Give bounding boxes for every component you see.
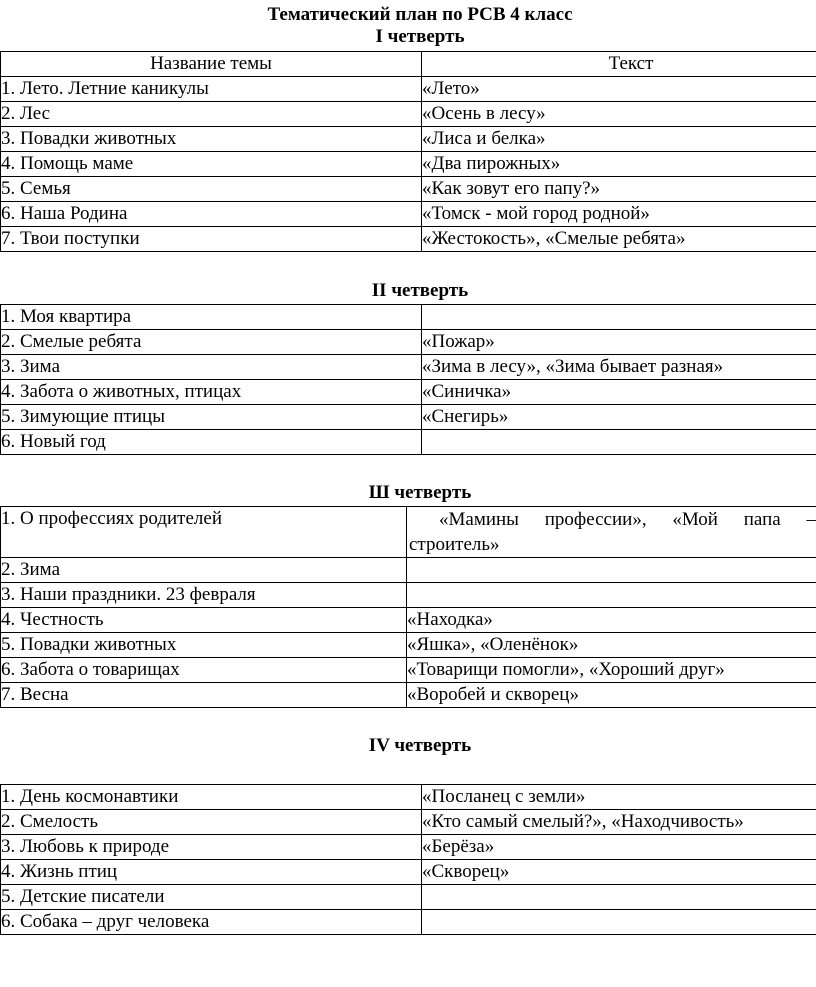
topic-cell: 6. Забота о товарищах: [1, 658, 407, 683]
topic-cell: 3. Любовь к природе: [1, 835, 422, 860]
topic-cell: 5. Повадки животных: [1, 633, 407, 658]
text-cell: «Как зовут его папу?»: [422, 177, 816, 202]
header-text: Текст: [422, 52, 816, 77]
table-row: [1, 330, 816, 355]
quarter-2-table: [0, 304, 816, 455]
table-row: [1, 202, 816, 227]
table-row: [1, 608, 816, 633]
text-cell: «Кто самый смелый?», «Находчивость»: [422, 810, 816, 835]
text-cell: [407, 507, 816, 558]
text-cell: «Осень в лесу»: [422, 102, 816, 127]
text-cell: [422, 910, 816, 935]
text-cell: «Воробей и скворец»: [407, 683, 816, 708]
table-row: [1, 910, 816, 935]
table-row: [1, 77, 816, 102]
topic-cell: 4. Жизнь птиц: [1, 860, 422, 885]
topic-cell: 4. Забота о животных, птицах: [1, 380, 422, 405]
table-row: [1, 152, 816, 177]
table-row: [1, 583, 816, 608]
header-topic: Название темы: [1, 52, 422, 77]
text-cell: «Лиса и белка»: [422, 127, 816, 152]
table-row: [1, 885, 816, 910]
topic-cell: 1. День космонавтики: [1, 785, 422, 810]
table-row: [1, 177, 816, 202]
text-cell: «Жестокость», «Смелые ребята»: [422, 227, 816, 252]
text-cell: [407, 558, 816, 583]
text-cell: «Берёза»: [422, 835, 816, 860]
text-cell: [422, 430, 816, 455]
text-cell: «Скворец»: [422, 860, 816, 885]
page-title: [0, 4, 816, 48]
topic-cell: 1. Моя квартира: [1, 305, 422, 330]
text-cell: «Томск - мой город родной»: [422, 202, 816, 227]
topic-cell: 4. Честность: [1, 608, 407, 633]
topic-cell: 3. Повадки животных: [1, 127, 422, 152]
table-row: [1, 380, 816, 405]
topic-cell: 2. Смелые ребята: [1, 330, 422, 355]
table-row: [1, 860, 816, 885]
table-row: [1, 558, 816, 583]
topic-cell: 2. Смелость: [1, 810, 422, 835]
table-header-row: [1, 52, 816, 77]
table-row: [1, 405, 816, 430]
quarter-4-table: [0, 784, 816, 935]
text-cell: «Яшка», «Оленёнок»: [407, 633, 816, 658]
table-row: [1, 658, 816, 683]
topic-cell: 3. Зима: [1, 355, 422, 380]
topic-cell: 4. Помощь маме: [1, 152, 422, 177]
quarter-4-heading: IV четверть: [368, 735, 472, 756]
topic-cell: 6. Наша Родина: [1, 202, 422, 227]
quarter-1-table: [0, 51, 816, 252]
topic-cell: 2. Зима: [1, 558, 407, 583]
text-cell: «Посланец с земли»: [422, 785, 816, 810]
topic-cell: 1. О профессиях родителей: [1, 507, 407, 558]
topic-cell: 2. Лес: [1, 102, 422, 127]
text-cell: «Товарищи помогли», «Хороший друг»: [407, 658, 816, 683]
text-cell: «Находка»: [407, 608, 816, 633]
topic-cell: 7. Весна: [1, 683, 407, 708]
text-cell-value: «Мамины профессии», «Мой папа – строитель»: [409, 509, 816, 555]
table-row: [1, 683, 816, 708]
quarter-2-heading: II четверть: [371, 280, 469, 301]
text-cell: [422, 885, 816, 910]
topic-cell: 6. Новый год: [1, 430, 422, 455]
table-row: [1, 127, 816, 152]
text-cell: «Пожар»: [422, 330, 816, 355]
text-cell: «Зима в лесу», «Зима бывает разная»: [422, 355, 816, 380]
text-cell: «Два пирожных»: [422, 152, 816, 177]
text-cell: «Синичка»: [422, 380, 816, 405]
table-row: [1, 355, 816, 380]
text-cell: [422, 305, 816, 330]
quarter-3-table: [0, 506, 816, 708]
quarter-3-heading: Ш четверть: [368, 482, 472, 503]
text-cell: «Снегирь»: [422, 405, 816, 430]
table-row: [1, 102, 816, 127]
topic-cell: 5. Зимующие птицы: [1, 405, 422, 430]
topic-cell: 1. Лето. Летние каникулы: [1, 77, 422, 102]
text-cell: [407, 583, 816, 608]
table-row: [1, 633, 816, 658]
topic-cell: 7. Твои поступки: [1, 227, 422, 252]
title-line-2: I четверть: [375, 26, 465, 47]
table-row: [1, 785, 816, 810]
table-row: [1, 227, 816, 252]
topic-cell: 3. Наши праздники. 23 февраля: [1, 583, 407, 608]
topic-cell: 5. Детские писатели: [1, 885, 422, 910]
table-row: [1, 835, 816, 860]
topic-cell: 5. Семья: [1, 177, 422, 202]
table-row: [1, 305, 816, 330]
table-row: [1, 810, 816, 835]
table-row: [1, 507, 816, 558]
title-line-1: Тематический план по РСВ 4 класс: [267, 4, 573, 25]
topic-cell: 6. Собака – друг человека: [1, 910, 422, 935]
table-row: [1, 430, 816, 455]
text-cell: «Лето»: [422, 77, 816, 102]
